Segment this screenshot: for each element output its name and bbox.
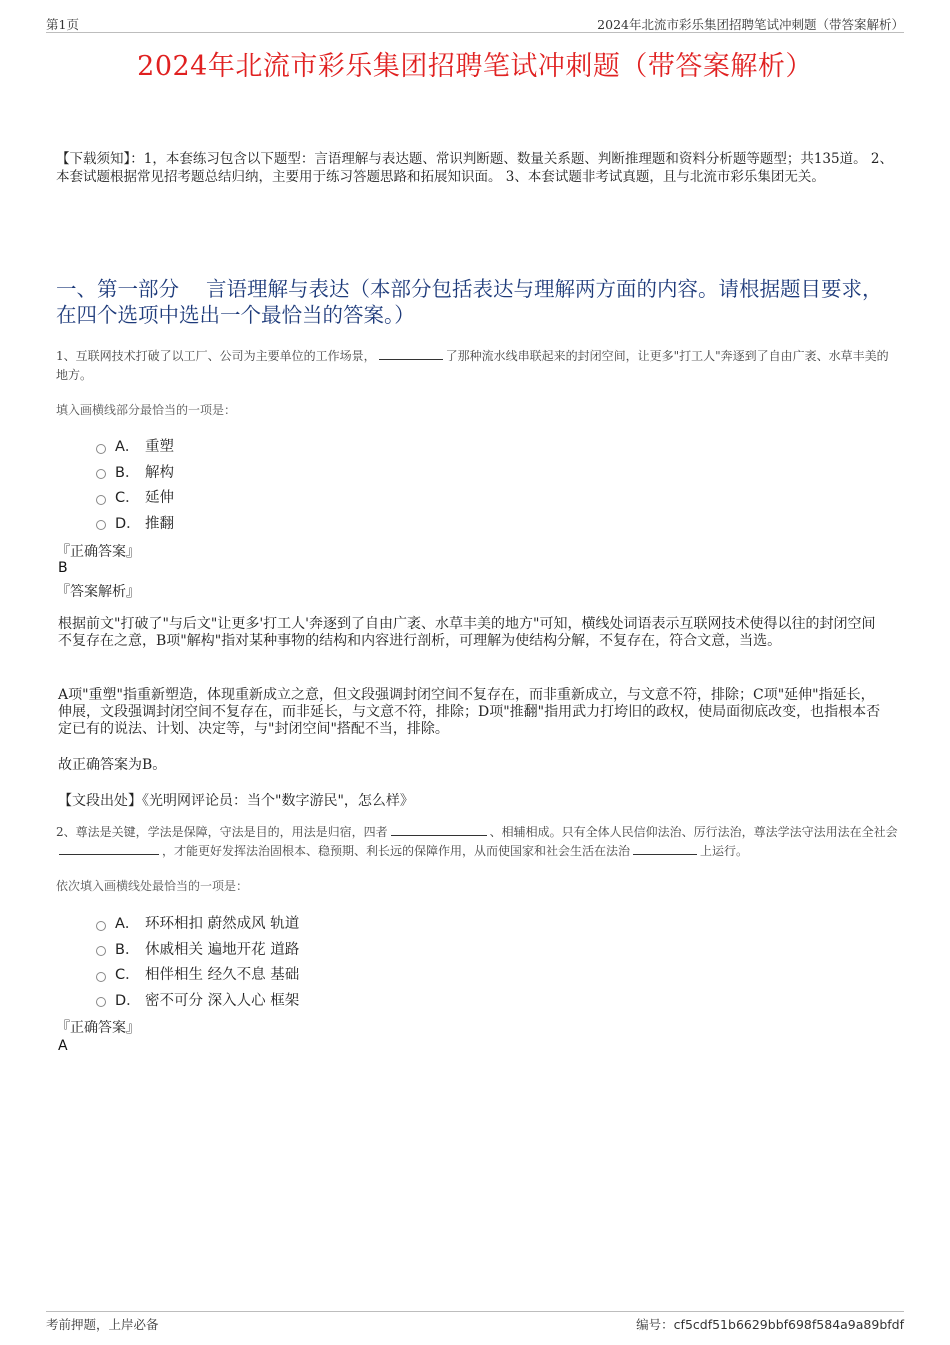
analysis-paragraph-1: 根据前文"打破了"与后文"让更多'打工人'奔逐到了自由广袤、水草丰美的地方"可知，横线处词语表示互联网技术使得以往的封闭空间不复存在之意，B项"解构"指对某种事物的结构和内容进行剖析，可理解为使结构分解，不复存在，符合文意，当选。 [58, 616, 876, 649]
footer-doc-id: 编号：cf5cdf51b6629bbf698f584a9a89bfdf [636, 1317, 904, 1332]
correct-answer-value: B [58, 560, 68, 576]
question-2-instruction: 依次填入画横线处最恰当的一项是： [56, 879, 249, 893]
radio-icon[interactable] [96, 946, 106, 956]
option-c[interactable]: C． 相伴相生 经久不息 基础 [96, 961, 299, 987]
radio-icon[interactable] [96, 997, 106, 1007]
correct-answer-label: 『正确答案』 [56, 544, 140, 560]
page-number: 第1页 [46, 17, 79, 32]
option-d[interactable]: D． 推翻 [96, 510, 174, 536]
header-doc-title: 2024年北流市彩乐集团招聘笔试冲刺题（带答案解析） [597, 17, 904, 32]
footer-slogan: 考前押题，上岸必备 [46, 1317, 159, 1332]
option-a[interactable]: A． 环环相扣 蔚然成风 轨道 [96, 910, 299, 936]
section-heading: 一、第一部分 言语理解与表达（本部分包括表达与理解两方面的内容。请根据题目要求，在四个选项中选出一个最恰当的答案。） [56, 277, 883, 327]
radio-icon[interactable] [96, 921, 106, 931]
radio-icon[interactable] [96, 469, 106, 479]
question-1-instruction: 填入画横线部分最恰当的一项是： [56, 403, 237, 417]
option-a[interactable]: A． 重塑 [96, 433, 174, 459]
radio-icon[interactable] [96, 520, 106, 530]
answer-blank [59, 842, 159, 855]
answer-analysis-label: 『答案解析』 [56, 584, 140, 600]
document-title: 2024年北流市彩乐集团招聘笔试冲刺题（带答案解析） [137, 51, 813, 82]
radio-icon[interactable] [96, 495, 106, 505]
radio-icon[interactable] [96, 444, 106, 454]
option-b[interactable]: B． 解构 [96, 459, 174, 485]
correct-answer-label: 『正确答案』 [56, 1020, 140, 1036]
analysis-paragraph-2: A项"重塑"指重新塑造，体现重新成立之意，但文段强调封闭空间不复存在，而非重新成立，与文意不符，排除；C项"延伸"指延长，伸展，文段强调封闭空间不复存在，而非延长，与文意不符，排除；D项"推翻"指用武力打垮旧的政权，使局面彻底改变，也指根本否定已有的说法、计划、决定等，与"封闭空间"搭配不当，排除。 [58, 687, 881, 737]
option-b[interactable]: B． 休戚相关 遍地开花 道路 [96, 936, 299, 962]
correct-answer-value: A [58, 1038, 68, 1054]
analysis-paragraph-3: 故正确答案为B。 [58, 757, 167, 773]
question-1-text: 1、互联网技术打破了以工厂、公司为主要单位的工作场景， 了那种流水线串联起来的封闭空间，让更多"打工人"奔逐到了自由广袤、水草丰美的地方。 [56, 349, 889, 382]
answer-blank [379, 347, 443, 360]
option-d[interactable]: D． 密不可分 深入人心 框架 [96, 987, 299, 1013]
question-2-text: 2、尊法是关键，学法是保障，守法是目的，用法是归宿，四者 、相辅相成。只有全体人民信仰法治、厉行法治，尊法学法守法用法在全社会，才能更好发挥法治固根本、稳预期、利长远的保障作用，从而使国家和社会生活在法治 上运行。 [56, 825, 898, 858]
answer-blank [391, 823, 487, 836]
page-footer [46, 1311, 904, 1332]
question-2-options [96, 910, 299, 1012]
radio-icon[interactable] [96, 972, 106, 982]
option-c[interactable]: C． 延伸 [96, 484, 174, 510]
download-notice: 【下载须知】：1，本套练习包含以下题型：言语理解与表达题、常识判断题、数量关系题、判断推理题和资料分析题等题型；共135道。 2、本套试题根据常见招考题总结归纳，主要用于练习答题思路和拓展知识面。 3、本套试题非考试真题，且与北流市彩乐集团无关。 [56, 151, 893, 185]
page-header [46, 14, 904, 33]
answer-blank [633, 842, 697, 855]
text-source: 【文段出处】《光明网评论员：当个"数字游民"，怎么样》 [58, 793, 414, 809]
question-1-options [96, 433, 174, 535]
